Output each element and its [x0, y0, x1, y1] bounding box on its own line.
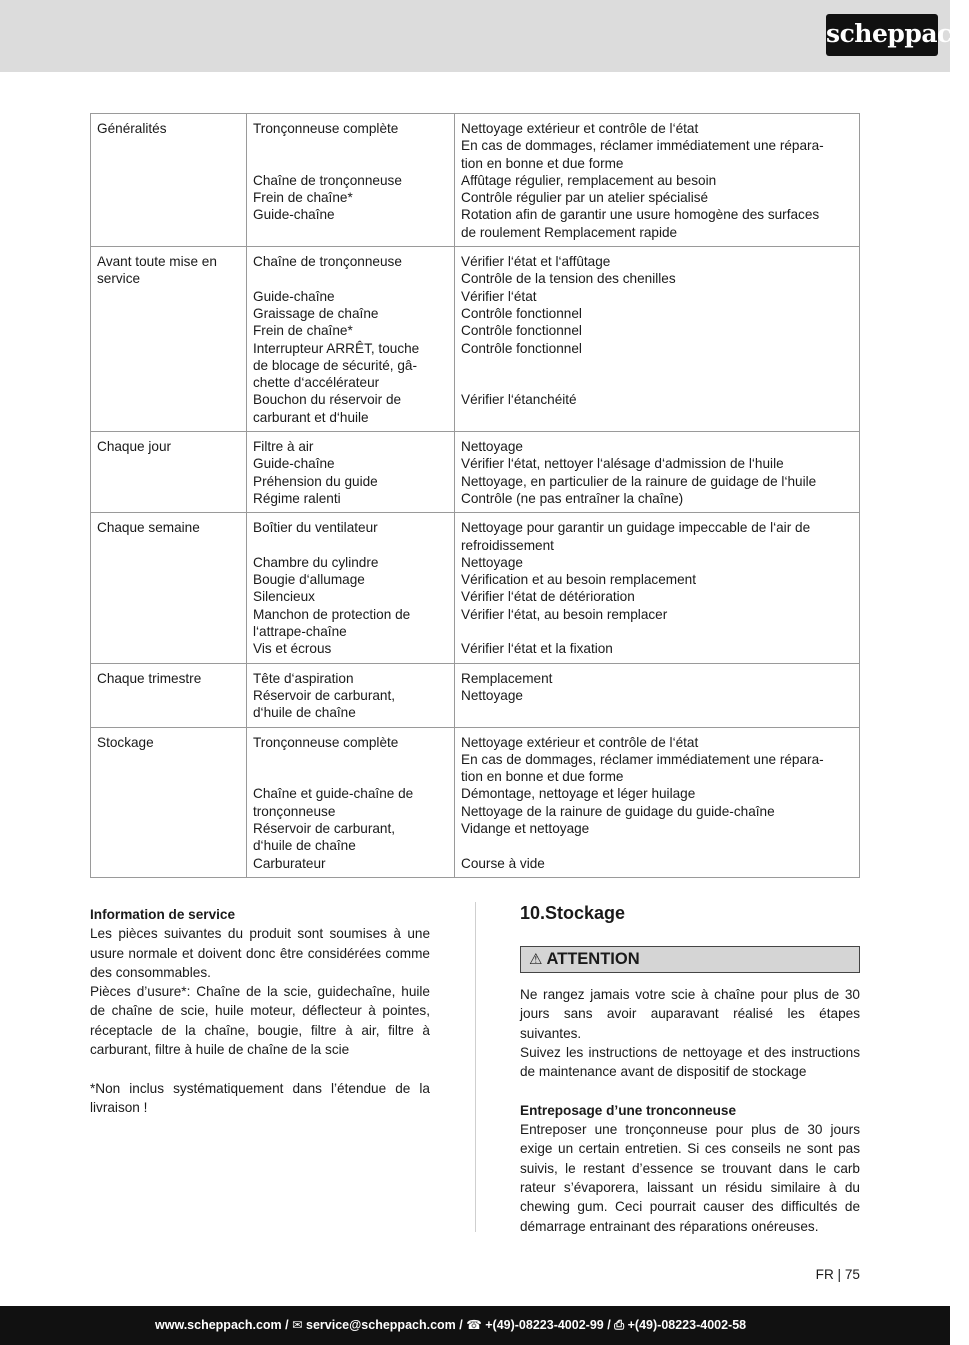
- maintenance-table: [90, 113, 860, 878]
- interval-cell: [91, 663, 247, 727]
- cell-line: Chaîne et guide-chaîne de: [253, 786, 414, 802]
- cell-line: [253, 751, 448, 768]
- action-cell: [455, 727, 860, 877]
- cell-line: [253, 155, 448, 172]
- cell-line: Nettoyage: [461, 554, 523, 570]
- cell-line: Frein de chaîne*: [253, 190, 353, 206]
- cell-line: [461, 374, 853, 391]
- cell-line: Chambre du cylindre: [253, 554, 379, 570]
- cell-line: Guide-chaîne: [253, 288, 335, 304]
- footer-contact-text: www.scheppach.com / ✉ service@scheppach.com / ☎ +(49)-08223-4002-99 / ⎙ +(49)-08223-4002-58: [155, 1318, 747, 1332]
- action-cell: [455, 247, 860, 432]
- cell-line: Rotation afin de garantir une usure homogène des surfaces: [461, 207, 820, 223]
- column-divider: [475, 902, 476, 1232]
- cell-line: de roulement Remplacement rapide: [461, 224, 678, 240]
- cell-line: Bougie d‘allumage: [253, 572, 365, 588]
- wear-parts-paragraph: Pièces d’usure*: Chaîne de la scie, guidechaîne, huile de chaîne de scie, huile moteur, déflecteur à pointes, réceptacle de la chaîne, bougie, filtre à air, filtre à carburant, filtre à huile de chaîne de la scie: [90, 984, 430, 1058]
- page-language: FR: [815, 1267, 834, 1282]
- cell-line: Vérifier l‘état, nettoyer l‘alésage d‘admission de l‘huile: [461, 456, 784, 472]
- cell-line: [253, 768, 448, 785]
- cell-line: Carburateur: [253, 855, 326, 871]
- table-row: [91, 247, 860, 432]
- interval-cell: [91, 432, 247, 513]
- table-row: [91, 727, 860, 877]
- component-cell: [247, 727, 455, 877]
- cell-line: tion en bonne et due forme: [461, 769, 624, 785]
- cell-line: Frein de chaîne*: [253, 323, 353, 339]
- cell-line: Contrôle (ne pas entraîner la chaîne): [461, 490, 684, 506]
- cell-line: [461, 409, 853, 426]
- action-cell: [455, 663, 860, 727]
- cell-line: Chaîne de tronçonneuse: [253, 254, 402, 270]
- cell-line: Avant toute mise en: [97, 254, 217, 270]
- storage-paragraph-1: Ne rangez jamais votre scie à chaîne pour plus de 30 jours sans avoir auparavant réalisé les étapes suivantes.: [520, 987, 860, 1041]
- cell-line: Manchon de protection de: [253, 606, 411, 622]
- footer-bar: [0, 1306, 950, 1345]
- page-number-value: 75: [844, 1267, 860, 1282]
- cell-line: Interrupteur ARRÊT, touche: [253, 340, 420, 356]
- cell-line: Chaque trimestre: [97, 670, 202, 686]
- cell-line: Tronçonneuse complète: [253, 734, 399, 750]
- action-cell: [455, 114, 860, 247]
- interval-cell: [91, 513, 247, 663]
- cell-line: Réservoir de carburant,: [253, 687, 396, 703]
- wear-parts-note: *Non inclus systématiquement dans l’étendue de la livraison !: [90, 1080, 430, 1115]
- cell-line: En cas de dommages, réclamer immédiatement une répara-: [461, 138, 824, 154]
- cell-line: Tête d‘aspiration: [253, 670, 354, 686]
- cell-line: [253, 137, 448, 154]
- cell-line: Vérifier l‘état: [461, 288, 537, 304]
- cell-line: Contrôle fonctionnel: [461, 305, 582, 321]
- cell-line: Contrôle fonctionnel: [461, 323, 582, 339]
- cell-line: [253, 270, 448, 287]
- cell-line: Boîtier du ventilateur: [253, 520, 378, 536]
- attention-box: [520, 946, 860, 973]
- cell-line: Filtre à air: [253, 439, 314, 455]
- cell-line: Contrôle fonctionnel: [461, 340, 582, 356]
- header-bar: [0, 0, 969, 72]
- cell-line: [461, 623, 853, 640]
- cell-line: Guide-chaîne: [253, 456, 335, 472]
- cell-line: Vérifier l‘étanchéité: [461, 392, 577, 408]
- service-info-column: [90, 905, 430, 1117]
- cell-line: En cas de dommages, réclamer immédiatement une répara-: [461, 751, 824, 767]
- table-row: [91, 114, 860, 247]
- section-number: 10.: [520, 903, 546, 923]
- action-cell: [455, 513, 860, 663]
- cell-line: Vérification et au besoin remplacement: [461, 572, 696, 588]
- interval-cell: [91, 114, 247, 247]
- cell-line: Nettoyage: [461, 687, 523, 703]
- cell-line: Graissage de chaîne: [253, 305, 379, 321]
- cell-line: Nettoyage extérieur et contrôle de l‘état: [461, 121, 699, 136]
- cell-line: Vérifier l‘état de détérioration: [461, 589, 635, 605]
- storage-subheading: Entreposage d’une tronconneuse: [520, 1102, 737, 1118]
- cell-line: de blocage de sécurité, gâ-: [253, 357, 417, 373]
- cell-line: Guide-chaîne: [253, 207, 335, 223]
- cell-line: Nettoyage extérieur et contrôle de l‘état: [461, 734, 699, 750]
- spacer: [90, 1059, 430, 1078]
- cell-line: Stockage: [97, 734, 154, 750]
- cell-line: Vérifier l‘état et la fixation: [461, 641, 613, 657]
- cell-line: Réservoir de carburant,: [253, 820, 396, 836]
- storage-paragraph-2: Suivez les instructions de nettoyage et des instructions de maintenance avant de dispositif de stockage: [520, 1044, 860, 1080]
- cell-line: Course à vide: [461, 855, 545, 871]
- cell-line: d‘huile de chaîne: [253, 705, 356, 721]
- cell-line: tion en bonne et due forme: [461, 155, 624, 171]
- section-title: [520, 900, 860, 926]
- cell-line: Nettoyage, en particulier de la rainure de guidage de l‘huile: [461, 473, 817, 489]
- cell-line: Tronçonneuse complète: [253, 121, 399, 136]
- cell-line: carburant et d‘huile: [253, 409, 369, 425]
- cell-line: Vis et écrous: [253, 641, 332, 657]
- component-cell: [247, 247, 455, 432]
- attention-label: ATTENTION: [546, 950, 640, 968]
- cell-line: Vidange et nettoyage: [461, 820, 590, 836]
- cell-line: Préhension du guide: [253, 473, 378, 489]
- cell-line: Silencieux: [253, 589, 315, 605]
- cell-line: refroidissement: [461, 537, 554, 553]
- cell-line: Nettoyage: [461, 439, 523, 455]
- storage-column: [520, 900, 860, 1236]
- cell-line: service: [97, 271, 141, 287]
- cell-line: [253, 537, 448, 554]
- warning-triangle-icon: ⚠: [529, 951, 543, 968]
- service-info-heading: Information de service: [90, 907, 236, 922]
- brand-logo: scheppach: [826, 14, 938, 56]
- cell-line: Nettoyage pour garantir un guidage impeccable de l‘air de: [461, 520, 811, 536]
- page-number: FR | 75: [815, 1267, 860, 1282]
- action-cell: [455, 432, 860, 513]
- interval-cell: [91, 727, 247, 877]
- cell-line: Chaque semaine: [97, 520, 200, 536]
- storage-paragraph-3: Entreposer une tronçonneuse pour plus de 30 jours exige un certain entretien. Si ces conseils ne sont pas suivis, le restant d’essence se trouvant dans le carb rateur s’évaporera, laissant un résidu similaire à du chewing gum. Ceci pourrait causer des difficultés de démarrage entrainant des réparations onéreuses.: [520, 1122, 860, 1234]
- cell-line: chette d‘accélérateur: [253, 375, 380, 391]
- cell-line: Chaque jour: [97, 439, 172, 455]
- cell-line: Contrôle régulier par un atelier spécialisé: [461, 190, 709, 206]
- cell-line: Vérifier l‘état, au besoin remplacer: [461, 606, 668, 622]
- table-row: [91, 432, 860, 513]
- cell-line: [461, 357, 853, 374]
- cell-line: Bouchon du réservoir de: [253, 392, 402, 408]
- interval-cell: [91, 247, 247, 432]
- cell-line: Nettoyage de la rainure de guidage du guide-chaîne: [461, 803, 775, 819]
- cell-line: Régime ralenti: [253, 490, 341, 506]
- spacer: [520, 1081, 860, 1100]
- maintenance-table-body: [91, 114, 860, 878]
- component-cell: [247, 513, 455, 663]
- service-info-paragraph: Les pièces suivantes du produit sont soumises à une usure normale et doivent donc être considérées comme des consommables.: [90, 926, 430, 980]
- component-cell: [247, 432, 455, 513]
- component-cell: [247, 114, 455, 247]
- section-title-text: Stockage: [545, 903, 626, 923]
- table-row: [91, 513, 860, 663]
- table-row: [91, 663, 860, 727]
- cell-line: Démontage, nettoyage et léger huilage: [461, 786, 696, 802]
- cell-line: Généralités: [97, 121, 167, 136]
- cell-line: Contrôle de la tension des chenilles: [461, 271, 676, 287]
- cell-line: Vérifier l‘état et l‘affûtage: [461, 254, 611, 270]
- cell-line: tronçonneuse: [253, 803, 336, 819]
- cell-line: [461, 837, 853, 854]
- cell-line: d‘huile de chaîne: [253, 838, 356, 854]
- cell-line: l‘attrape-chaîne: [253, 624, 347, 640]
- cell-line: Affûtage régulier, remplacement au besoin: [461, 172, 717, 188]
- cell-line: Chaîne de tronçonneuse: [253, 172, 402, 188]
- component-cell: [247, 663, 455, 727]
- cell-line: Remplacement: [461, 670, 553, 686]
